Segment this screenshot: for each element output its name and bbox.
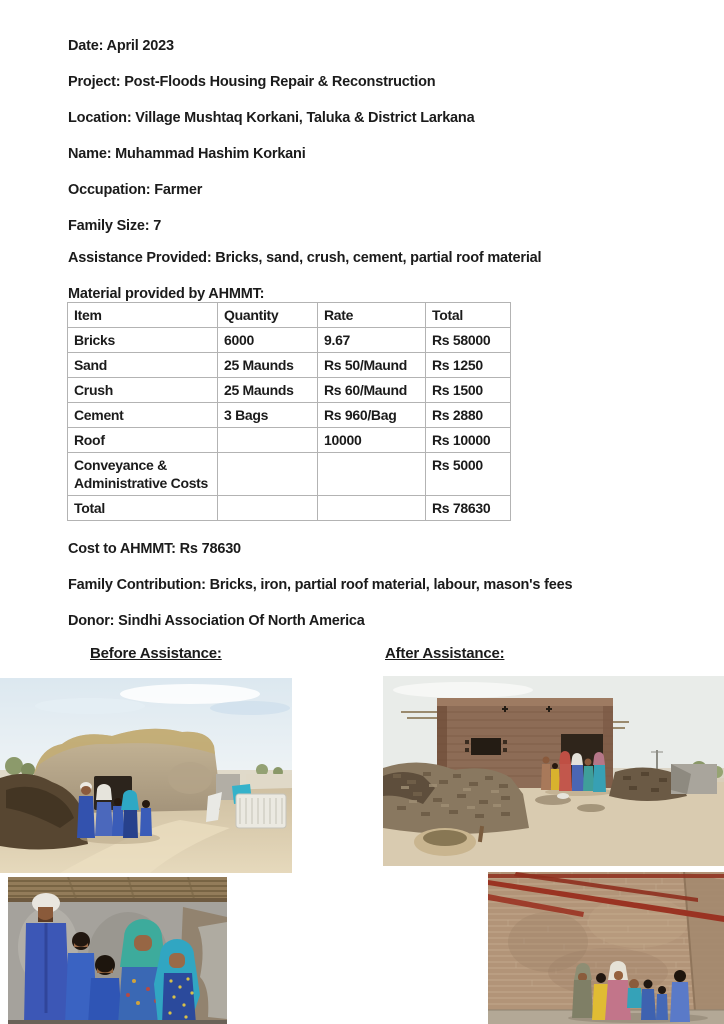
- col-header-quantity: Quantity: [218, 303, 318, 328]
- col-header-total: Total: [426, 303, 511, 328]
- field-occupation: Occupation: Farmer: [68, 182, 203, 198]
- cell-total: Rs 78630: [426, 496, 511, 521]
- cell-rate: 9.67: [318, 328, 426, 353]
- cell-total: Rs 5000: [426, 453, 511, 496]
- cell-rate: [318, 453, 426, 496]
- cell-qty: [218, 496, 318, 521]
- after-assistance-caption: After Assistance:: [385, 645, 505, 662]
- field-assistance-provided: Assistance Provided: Bricks, sand, crush, cement, partial roof material: [68, 250, 542, 266]
- cell-item: Sand: [68, 353, 218, 378]
- brick-interior-photo-illustration: [488, 872, 724, 1024]
- cell-item: Cement: [68, 403, 218, 428]
- cell-qty: 25 Maunds: [218, 378, 318, 403]
- table-row: [68, 403, 511, 428]
- cell-rate: Rs 60/Maund: [318, 378, 426, 403]
- cell-item: Total: [68, 496, 218, 521]
- field-cost: Cost to AHMMT: Rs 78630: [68, 541, 241, 557]
- cell-total: Rs 2880: [426, 403, 511, 428]
- cell-total: Rs 1500: [426, 378, 511, 403]
- cell-item: Conveyance & Administrative Costs: [68, 453, 218, 496]
- materials-table: [67, 302, 511, 521]
- family-hut-photo-illustration: [8, 877, 227, 1024]
- cell-qty: [218, 428, 318, 453]
- field-family-contribution: Family Contribution: Bricks, iron, partial roof material, labour, mason's fees: [68, 577, 573, 593]
- table-row: [68, 453, 511, 496]
- cell-qty: 3 Bags: [218, 403, 318, 428]
- photo-before-house-exterior: [0, 678, 292, 873]
- table-row: [68, 328, 511, 353]
- field-date: Date: April 2023: [68, 38, 174, 54]
- cell-qty: 25 Maunds: [218, 353, 318, 378]
- cell-qty: 6000: [218, 328, 318, 353]
- photo-after-house-exterior: [383, 676, 724, 866]
- table-row: [68, 353, 511, 378]
- cell-item: Bricks: [68, 328, 218, 353]
- cell-total: Rs 58000: [426, 328, 511, 353]
- col-header-item: Item: [68, 303, 218, 328]
- cell-qty: [218, 453, 318, 496]
- photo-after-house-interior: [488, 872, 724, 1024]
- cell-item: Roof: [68, 428, 218, 453]
- cell-total: Rs 10000: [426, 428, 511, 453]
- cell-rate: 10000: [318, 428, 426, 453]
- field-donor: Donor: Sindhi Association Of North America: [68, 613, 365, 629]
- table-heading: Material provided by AHMMT:: [68, 286, 265, 302]
- cell-item: Crush: [68, 378, 218, 403]
- field-family-size: Family Size: 7: [68, 218, 162, 234]
- table-row: [68, 428, 511, 453]
- field-name: Name: Muhammad Hashim Korkani: [68, 146, 306, 162]
- cell-rate: Rs 960/Bag: [318, 403, 426, 428]
- photo-before-family-interior: [8, 877, 227, 1024]
- table-row: [68, 496, 511, 521]
- cell-rate: Rs 50/Maund: [318, 353, 426, 378]
- table-header-row: [68, 303, 511, 328]
- cell-rate: [318, 496, 426, 521]
- brick-house-photo-illustration: [383, 676, 724, 866]
- table-row: [68, 378, 511, 403]
- col-header-rate: Rate: [318, 303, 426, 328]
- field-project: Project: Post-Floods Housing Repair & Reconstruction: [68, 74, 436, 90]
- cell-total: Rs 1250: [426, 353, 511, 378]
- field-location: Location: Village Mushtaq Korkani, Taluka & District Larkana: [68, 110, 475, 126]
- before-assistance-caption: Before Assistance:: [90, 645, 222, 662]
- mud-house-photo-illustration: [0, 678, 292, 873]
